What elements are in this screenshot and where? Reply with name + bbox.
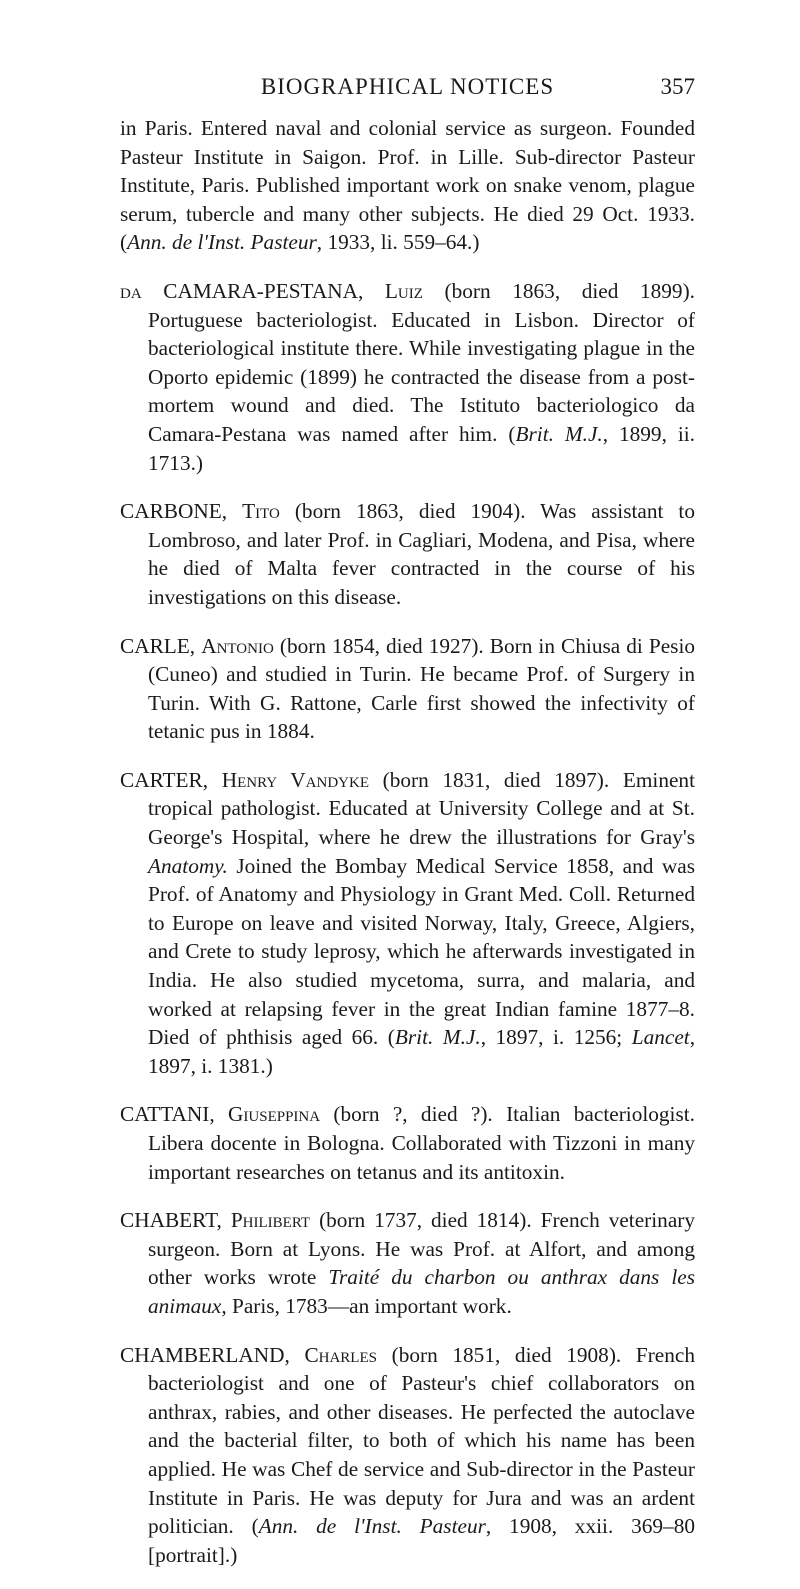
entry-surname: CARTER, <box>120 767 209 792</box>
entry-surname: CARBONE, <box>120 499 228 524</box>
entry-given-name: Giuseppina <box>228 1102 321 1127</box>
entry-continuation: in Paris. Entered naval and colonial service as surgeon. Founded Pasteur Institute in Saigon. Prof. in Lille. Sub-director Pasteur Institute, Paris. Published important work on snake venom, plague serum, tubercle and many other subjects. He died 29 Oct. 1933. (Ann. de l'Inst. Pasteur, 1933, li. 559–64.) <box>120 116 695 255</box>
entry-carter: CARTER, Henry Vandyke (born 1831, died 1897). Eminent tropical pathologist. Educated at University College and at St. George's Hospital, where he drew the illustrations for Gray's Anatomy. Joined the Bombay Medical Service 1858, and was Prof. of Anatomy and Physiology in Grant Med. Coll. Returned to Europe on leave and visited Norway, Italy, Greece, Algiers, and Crete to study leprosy, which he afterwards investigated in India. He also studied mycetoma, surra, and malaria, and worked at relapsing fever in the great Indian famine 1877–8. Died of phthisis aged 66. (Brit. M.J., 1897, i. 1256; Lancet, 1897, i. 1381.) <box>120 767 696 1078</box>
entry-chamberland: CHAMBERLAND, Charles (born 1851, died 1908). French bacteriologist and one of Pasteur's chief collaborators on anthrax, rabies, and other diseases. He perfected the autoclave and the bacterial filter, to both of which his name has been applied. He was Chef de service and Sub-director in the Pasteur Institute in Paris. He was deputy for Jura and was an ardent politician. (Ann. de l'Inst. Pasteur, 1908, xxii. 369–80 [portrait].) <box>120 1342 696 1567</box>
entry-carle: CARLE, Antonio (born 1854, died 1927). Born in Chiusa di Pesio (Cuneo) and studied in Turin. He became Prof. of Surgery in Turin. With G. Rattone, Carle first showed the infectivity of tetanic pus in 1884. <box>120 633 696 744</box>
entry-cattani: CATTANI, Giuseppina (born ?, died ?). Italian bacteriologist. Libera docente in Bologna. Collaborated with Tizzoni in many important researches on tetanus and its antitoxin. <box>120 1102 696 1184</box>
entry-surname: CATTANI, <box>120 1102 215 1127</box>
entry-carbone: CARBONE, Tito (born 1863, died 1904). Was assistant to Lombroso, and later Prof. in Cagliari, Modena, and Pisa, where he died of Malta fever contracted in the course of his investigations on this disease. <box>120 499 696 609</box>
entry-surname: CHAMBERLAND, <box>120 1342 290 1367</box>
page-number: 357 <box>660 74 695 99</box>
entry-camara-pestana: da CAMARA-PESTANA, Luiz (born 1863, died 1899). Portuguese bacteriologist. Educated in Lisbon. Director of bacteriological institute there. While investigating plague in the Oporto epidemic (1899) he contracted the disease from a post-mortem wound and died. The Istituto bacteriologico da Camara-Pestana was named after him. (Brit. M.J., 1899, ii. 1713.) <box>120 278 695 475</box>
entry-given-name: Luiz <box>384 278 423 303</box>
entry-given-name: Philibert <box>230 1208 311 1233</box>
entry-given-name: Tito <box>242 499 280 524</box>
entry-given-name: Henry Vandyke <box>221 767 370 792</box>
entry-chabert: CHABERT, Philibert (born 1737, died 1814). French veterinary surgeon. Born at Lyons. He was Prof. at Alfort, and among other works wrote Traité du charbon ou anthrax dans les animaux, Paris, 1783—an important work. <box>120 1208 696 1318</box>
entry-surname: CHABERT, <box>120 1208 222 1233</box>
entry-given-name: Antonio <box>201 633 274 658</box>
entry-given-name: Charles <box>304 1342 377 1367</box>
running-head: BIOGRAPHICAL NOTICES <box>260 74 555 99</box>
page-header <box>120 74 695 110</box>
body-text <box>120 114 695 1589</box>
entry-surname: CAMARA-PESTANA, <box>163 278 364 303</box>
entry-surname: CARLE, <box>120 633 196 658</box>
